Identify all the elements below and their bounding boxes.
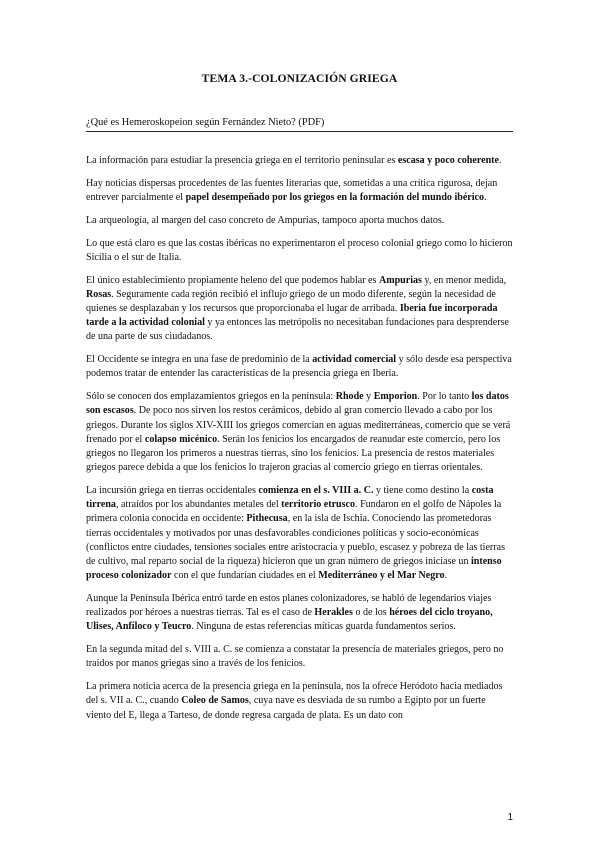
paragraph (86, 643, 513, 671)
paragraph (86, 390, 513, 475)
bold-text: Rhode (335, 391, 364, 403)
bold-text: colapso micénico (144, 433, 218, 445)
paragraph (86, 177, 513, 205)
bold-text: papel desempeñado por los griegos en la formación del mundo ibérico (185, 192, 485, 203)
text-run: y, en menor medida, (421, 274, 507, 286)
page-title: TEMA 3.-COLONIZACIÓN GRIEGA (201, 72, 398, 85)
text-run: Lo que está claro es que las costas ibéricas no experimentaron el proceso colonial griego como lo hicieron Sicilia o el sur de Italia. (86, 237, 513, 263)
bold-text: territorio etrusco (281, 499, 356, 511)
document-body (86, 154, 513, 723)
text-run: . De poco nos sirven los restos cerámicos, debido al gran comercio llevado a cabo por los griegos. Durante los siglos XIV-XIII los griegos comercian en aguas mediterráneas, comercio que se verá frenado por el (86, 405, 511, 445)
text-run: , atraídos por los abundantes metales del (115, 499, 282, 511)
text-run: y ya entonces las metrópolis no necesitaban fundaciones para desprenderse de una parte de sus ciudadanos. (86, 317, 509, 343)
paragraph (86, 274, 513, 345)
text-run: El Occidente se integra en una fase de predominio de la (86, 354, 313, 366)
text-run: . (484, 192, 487, 203)
bold-text: Pithecusa (246, 513, 288, 525)
bold-text: escasa y poco coherente (397, 155, 499, 166)
text-run: En la segunda mitad del s. VIII a. C. se comienza a constatar la presencia de materiales griegos, pero no traídos por manos griegas sino a través de los fenicios. (86, 644, 504, 670)
text-run: y sólo desde esa perspectiva podemos tratar de entender las características de la presencia griega en Iberia. (86, 354, 512, 380)
text-run: . (499, 155, 502, 166)
text-run: La primera noticia acerca de la presencia griega en la península, nos la ofrece Heródoto hacia mediados del s. VII a. C., cuando (86, 681, 503, 707)
text-run: La información para estudiar la presencia griega en el territorio peninsular es (86, 155, 398, 166)
text-run: . Seguramente cada región recibió el influjo griego de un modo diferente, según la necesidad de quienes se desplazaban y los recursos que proporcionaba el lugar de arribada. (86, 288, 496, 314)
paragraph (86, 484, 513, 583)
text-run: Hay noticias dispersas procedentes de las fuentes literarias que, sometidas a una crítica rigurosa, dejan entrever parcialmente el (86, 177, 498, 203)
bold-text: Iberia fue incorporada tarde a la actividad colonial (86, 303, 498, 329)
text-run: con el que fundarían ciudades en el (171, 570, 319, 582)
bold-text: comienza en el s. VIII a. C. (258, 485, 374, 497)
bold-text: intenso proceso colonizador (86, 556, 502, 582)
bold-text: Emporion (373, 391, 418, 403)
bold-text: héroes del ciclo troyano, Ulises, Anfíloco y Teucro (86, 607, 493, 633)
paragraph (86, 592, 513, 635)
text-run: . Ninguna de estas referencias míticas guarda fundamentos serios. (191, 621, 456, 633)
bold-text: Rosas (86, 288, 112, 300)
text-run: , cuya nave es desviada de su rumbo a Egipto por un fuerte viento del E, llega a Tarteso, de donde regresa cargada de plata. Es un dato con (86, 695, 486, 721)
bold-text: Coleo de Samos (181, 695, 249, 707)
text-run: , en la isla de Ischia. Conociendo las prometedoras tierras occidentales y motivados por unas desfavorables condiciones políticas y socio-económicas (conflictos entre ciudades, tensiones sociales entre aristocracia y pueblo, escasez y pobreza de las tierras de cultivo, mal reparto social de la riqueza) hicieron que un gran número de griegos iniciase un (86, 513, 505, 568)
paragraph (86, 353, 513, 381)
text-run: y (363, 391, 374, 403)
text-run: y tiene como destino la (373, 485, 472, 497)
bold-text: Mediterráneo y el Mar Negro (318, 570, 445, 582)
bold-text: Herakles (314, 607, 353, 619)
text-run: . Por lo tanto (417, 391, 472, 403)
text-run: . Serán los fenicios los encargados de reanudar este comercio, pero los griegos no llegaron los primeros a nuestras tierras, sino los fenicios. La presencia de restos materiales griegos parece debida a que los fenicios lo trajeron gracias al comercio griego en tierras orientales. (86, 433, 501, 474)
text-run: Sólo se conocen dos emplazamientos griegos en la península: (86, 391, 336, 403)
bold-text: los datos son escasos (86, 391, 509, 417)
text-run: Aunque la Península Ibérica entró tarde en estos planes colonizadores, se habló de legendarios viajes realizados por héroes a nuestras tierras. Tal es el caso de (86, 593, 492, 619)
text-run: La incursión griega en tierras occidentales (86, 485, 259, 497)
text-run: La arqueología, al margen del caso concreto de Ampurias, tampoco aporta muchos datos. (86, 214, 445, 226)
bold-text: actividad comercial (312, 354, 397, 366)
text-run: o de los (352, 607, 390, 619)
text-run: . (444, 570, 448, 582)
bold-text: costa tirrena (86, 485, 494, 511)
paragraph (86, 237, 513, 265)
document-subheader-link[interactable]: ¿Qué es Hemeroskopeion según Fernández Nieto? (PDF) (86, 117, 513, 132)
paragraph (86, 680, 513, 723)
paragraph (86, 154, 513, 168)
paragraph (86, 214, 513, 228)
text-run: . Fundaron en el golfo de Nápoles la primera colonia conocida en occidente: (86, 499, 502, 525)
text-run: El único establecimiento propiamente heleno del que podemos hablar es (86, 274, 379, 286)
bold-text: Ampurias (378, 274, 422, 286)
page-number: 1 (507, 812, 513, 823)
